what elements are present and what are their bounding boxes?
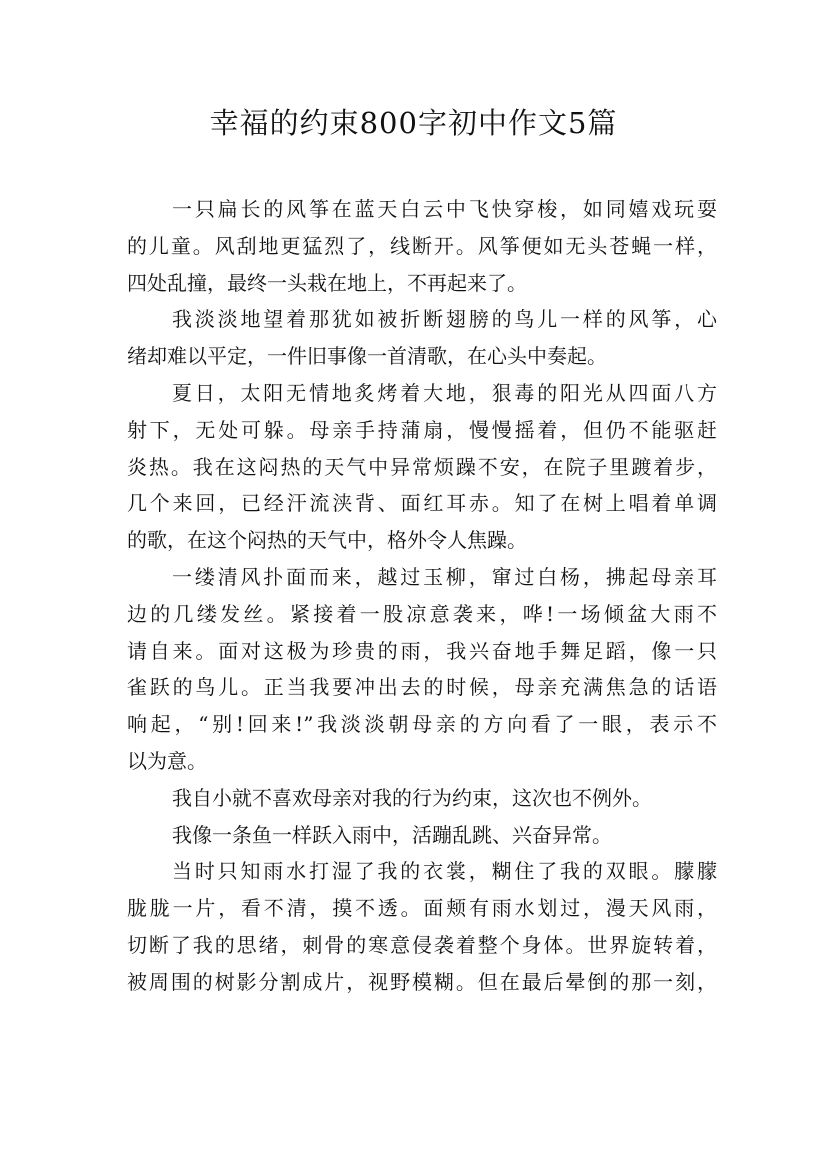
text-line: 响起，“别!回来!”我淡淡朝母亲的方向看了一眼，表示不 [127,712,717,737]
text-line: 请自来。面对这极为珍贵的雨，我兴奋地手舞足蹈，像一只 [127,638,717,663]
text-line: 一缕清风扑面而来，越过玉柳，窜过白杨，拂起母亲耳 [172,564,717,589]
text-line: 我像一条鱼一样跃入雨中，活蹦乱跳、兴奋异常。 [172,822,612,847]
text-line: 炎热。我在这闷热的天气中异常烦躁不安，在院子里踱着步， [127,454,717,479]
text-line: 雀跃的鸟儿。正当我要冲出去的时候，母亲充满焦急的话语 [127,675,717,700]
text-line: 几个来回，已经汗流浃背、面红耳赤。知了在树上唱着单调 [127,491,717,516]
text-line: 四处乱撞，最终一头栽在地上，不再起来了。 [127,270,527,295]
document-title: 幸福的约束800字初中作文5篇 [209,106,618,140]
text-line: 当时只知雨水打湿了我的衣裳，糊住了我的双眼。朦朦 [172,859,717,884]
text-line: 一只扁长的风筝在蓝天白云中飞快穿梭，如同嬉戏玩耍 [172,197,717,221]
text-line: 的儿童。风刮地更猛烈了，线断开。风筝便如无头苍蝇一样， [127,233,717,258]
text-line: 边的几缕发丝。紧接着一股凉意袭来，哗!一场倾盆大雨不 [127,601,717,626]
text-line: 我淡淡地望着那犹如被折断翅膀的鸟儿一样的风筝，心 [172,307,717,332]
text-line: 射下，无处可躲。母亲手持蒲扇，慢慢摇着，但仍不能驱赶 [127,417,717,442]
text-line: 切断了我的思绪，刺骨的寒意侵袭着整个身体。世界旋转着， [127,932,717,957]
text-line: 被周围的树影分割成片，视野模糊。但在最后晕倒的那一刻， [127,969,717,994]
text-line: 的歌，在这个闷热的天气中，格外令人焦躁。 [127,528,527,553]
document-body [127,191,717,1001]
text-line: 绪却难以平定，一件旧事像一首清歌，在心头中奏起。 [127,344,607,369]
text-line: 我自小就不喜欢母亲对我的行为约束，这次也不例外。 [172,785,652,810]
text-line: 夏日，太阳无情地炙烤着大地，狠毒的阳光从四面八方 [172,380,717,405]
text-line: 胧胧一片，看不清，摸不透。面颊有雨水划过，漫天风雨， [127,896,717,921]
text-line: 以为意。 [127,748,207,773]
